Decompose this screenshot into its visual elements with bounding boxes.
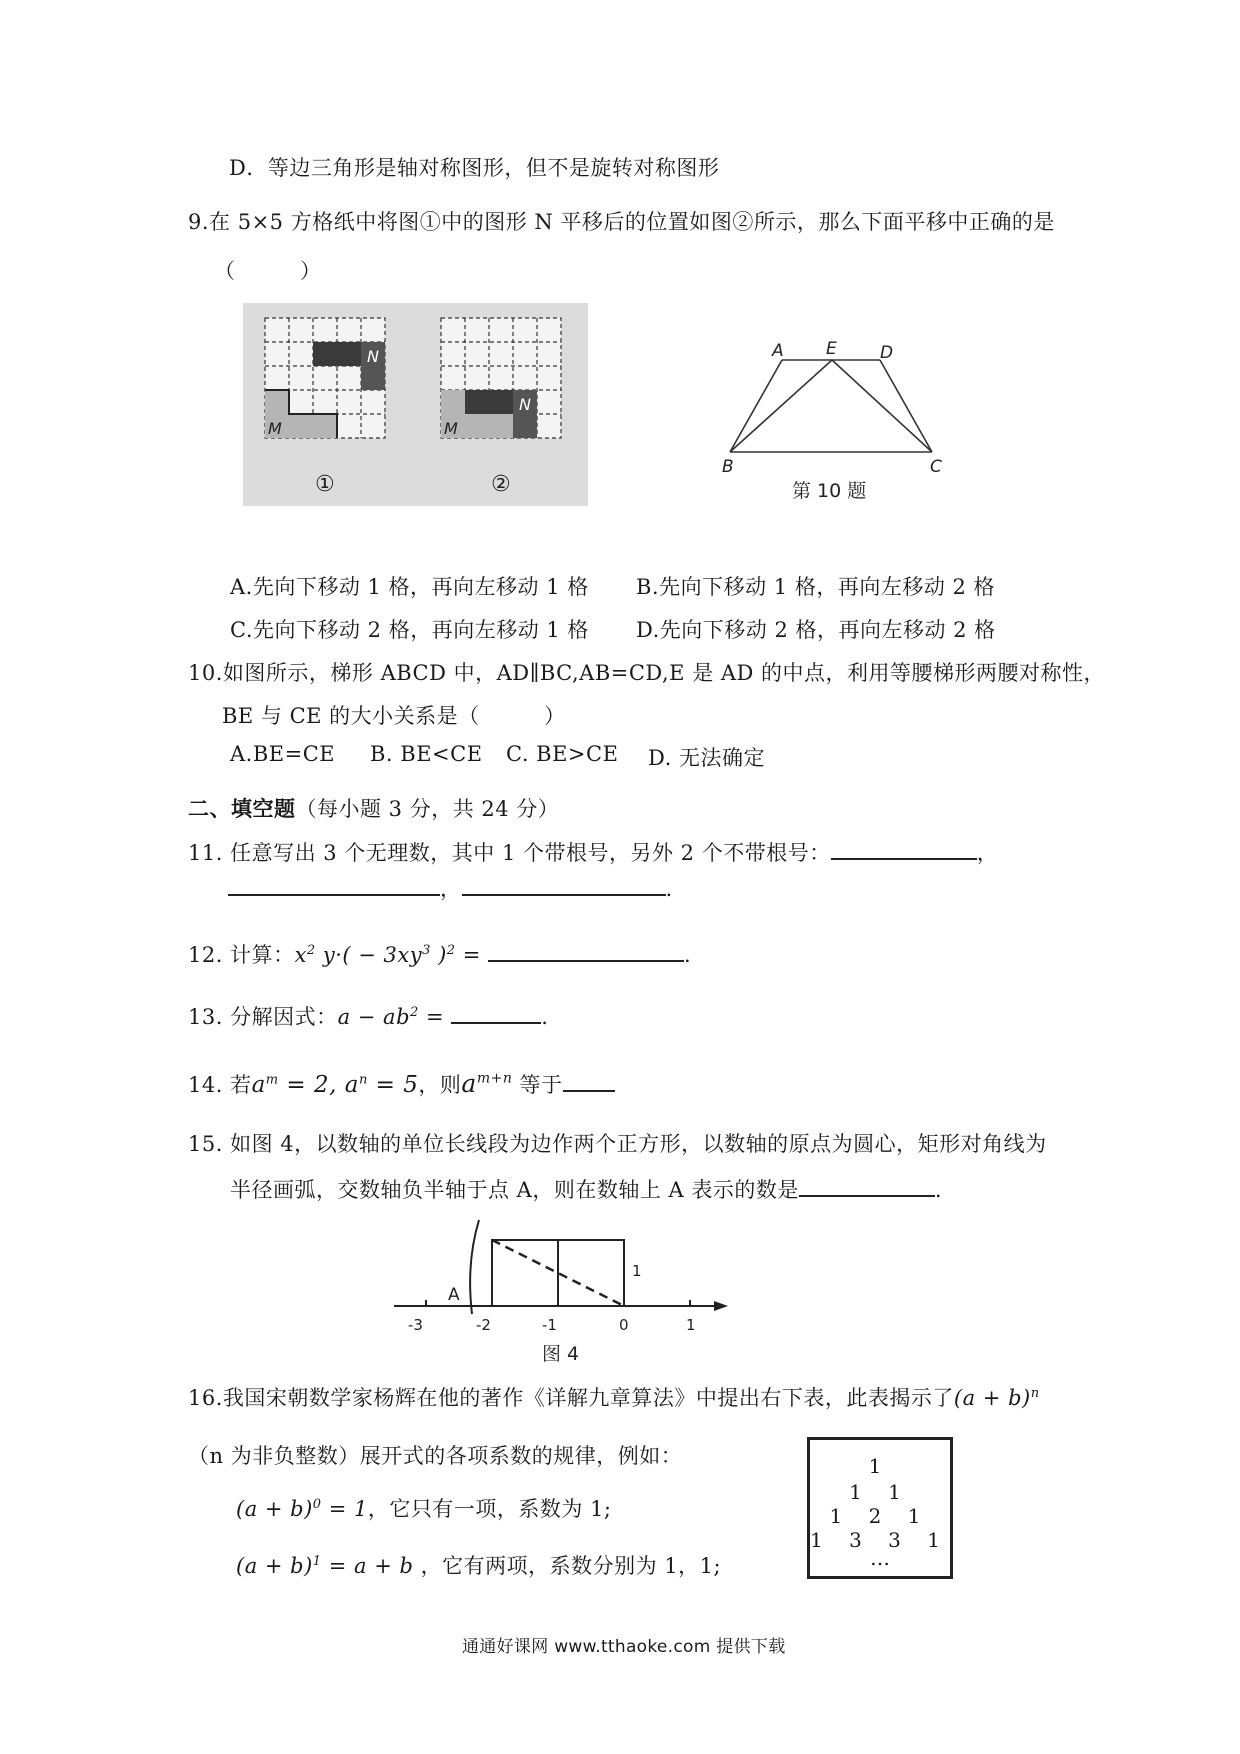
point-e: E	[826, 339, 837, 359]
figure4-caption: 图 4	[542, 1343, 580, 1365]
q16-case0-expr: $(a + b)^0 = 1$	[236, 1497, 368, 1521]
q14-target: $a^{m+n}$	[461, 1069, 513, 1098]
point-b: B	[722, 457, 734, 477]
q13-expression: $a - ab^2$ =	[337, 1005, 452, 1029]
q11-blank-1[interactable]	[831, 836, 977, 860]
q14-mid: ，则	[418, 1073, 462, 1097]
q11-blank-3[interactable]	[462, 872, 666, 896]
point-c: C	[930, 457, 942, 477]
q16-case0-text: ，它只有一项，系数为 1;	[367, 1497, 612, 1521]
section2-note: （每小题 3 分，共 24 分）	[295, 797, 560, 821]
q16-binomial: $(a + b)^n$	[953, 1386, 1040, 1410]
q16-line1-text: 16.我国宋朝数学家杨辉在他的著作《详解九章算法》中提出右下表，此表揭示了	[188, 1386, 954, 1410]
q14-suffix: 等于	[519, 1073, 563, 1097]
q10-trapezoid-figure	[700, 330, 950, 505]
q10-option-d: D. 无法确定	[648, 746, 765, 770]
q16-case1-text: ，它有两项，系数分别为 1，1;	[420, 1554, 722, 1578]
q11-text: 11. 任意写出 3 个无理数，其中 1 个带根号，另外 2 个不带根号：	[188, 841, 831, 865]
q9-stem: 9.在 5×5 方格纸中将图①中的图形 N 平移后的位置如图②所示，那么下面平移中正确的是	[188, 210, 1055, 234]
grid-1	[265, 318, 385, 438]
q11-comma2: ，	[440, 877, 462, 901]
point-a-label: A	[448, 1285, 460, 1305]
q9-grid-figure	[243, 303, 588, 506]
page-footer: 通通好课网 www.tthaoke.com 提供下载	[462, 1637, 786, 1657]
q15-line2	[230, 1173, 942, 1204]
triangle-row-1: 1	[868, 1454, 892, 1478]
q8-option-d: D．等边三角形是轴对称图形，但不是旋转对称图形	[229, 156, 720, 180]
q9-option-d: D.先向下移动 2 格，再向左移动 2 格	[636, 618, 996, 642]
q12-period: .	[684, 943, 692, 967]
q15-period: .	[934, 1178, 943, 1202]
triangle-row-2: 1 1	[849, 1480, 911, 1504]
label-n-1: N	[367, 347, 379, 366]
q15-line1: 15. 如图 4，以数轴的单位长线段为边作两个正方形，以数轴的原点为圆心，矩形对角线为	[188, 1132, 1047, 1156]
triangle-row-4: 1 3 3 1	[810, 1528, 950, 1552]
triangle-row-3: 1 2 1	[829, 1504, 931, 1528]
q10-figure-caption: 第 10 题	[792, 480, 867, 502]
q13-line	[188, 1000, 548, 1031]
label-n-2: N	[519, 395, 531, 414]
q16-line1	[188, 1382, 1040, 1412]
q11-blank-2[interactable]	[228, 872, 440, 896]
q11-line2	[228, 872, 673, 903]
q10-option-c: C. BE>CE	[506, 742, 619, 766]
q14-blank[interactable]	[563, 1068, 615, 1092]
section2-title: 二、填空题	[188, 796, 296, 821]
yang-hui-triangle-box	[807, 1437, 953, 1579]
triangle-row-5: …	[870, 1546, 890, 1570]
label-m-2: M	[444, 419, 458, 438]
q9-paren: （ ）	[214, 259, 322, 283]
q13-prefix: 13. 分解因式：	[188, 1005, 338, 1029]
q13-period: .	[541, 1005, 549, 1029]
side-label: 1	[632, 1262, 642, 1280]
q11-comma1: ，	[976, 841, 999, 865]
q9-option-a: A.先向下移动 1 格，再向左移动 1 格	[230, 575, 589, 599]
q15-number-line-figure	[390, 1218, 740, 1373]
q12-prefix: 12. 计算：	[188, 943, 295, 967]
point-d: D	[880, 343, 894, 363]
q11-period: .	[665, 877, 673, 901]
q15-line2-text: 半径画弧，交数轴负半轴于点 A，则在数轴上 A 表示的数是	[230, 1178, 799, 1202]
q10-stem-line2: BE 与 CE 的大小关系是（ ）	[222, 704, 566, 728]
q9-option-b: B.先向下移动 1 格，再向左移动 2 格	[636, 575, 996, 599]
q13-blank[interactable]	[451, 1000, 541, 1024]
q10-option-b: B. BE<CE	[370, 742, 483, 766]
tick-label-neg3: -3	[408, 1316, 423, 1334]
point-a: A	[772, 341, 784, 361]
q11-line1	[188, 836, 998, 867]
label-m-1: M	[268, 419, 282, 438]
tick-label-1: 1	[686, 1316, 696, 1334]
q14-prefix: 14. 若	[188, 1073, 252, 1097]
q10-stem-line1: 10.如图所示，梯形 ABCD 中，AD∥BC,AB=CD,E 是 AD 的中点，利用等腰梯形两腰对称性，	[188, 661, 1106, 685]
tick-label-0: 0	[619, 1316, 629, 1334]
q10-option-a: A.BE=CE	[230, 742, 336, 766]
q16-line2: （n 为非负整数）展开式的各项系数的规律，例如：	[188, 1444, 683, 1468]
q16-case1-expr: $(a + b)^1 = a + b$	[236, 1554, 414, 1578]
q14-condition: $a^m = 2$, $a^n = 5$	[251, 1072, 419, 1098]
q14-line	[188, 1068, 615, 1099]
q16-case1	[236, 1550, 721, 1580]
grid-2	[441, 318, 561, 438]
tick-label-neg1: -1	[542, 1316, 557, 1334]
q15-blank[interactable]	[799, 1173, 935, 1197]
tick-label-neg2: -2	[476, 1316, 491, 1334]
section2-heading	[188, 793, 559, 823]
q9-option-c: C.先向下移动 2 格，再向左移动 1 格	[230, 618, 589, 642]
q12-expression: $x^2$ $y\cdot( - 3xy^3$ )$^2$ =	[294, 943, 489, 967]
q16-case0	[236, 1493, 612, 1523]
fig2-caption: ②	[491, 472, 511, 497]
fig1-caption: ①	[315, 472, 335, 497]
q12-line	[188, 938, 691, 969]
q12-blank[interactable]	[488, 938, 684, 962]
